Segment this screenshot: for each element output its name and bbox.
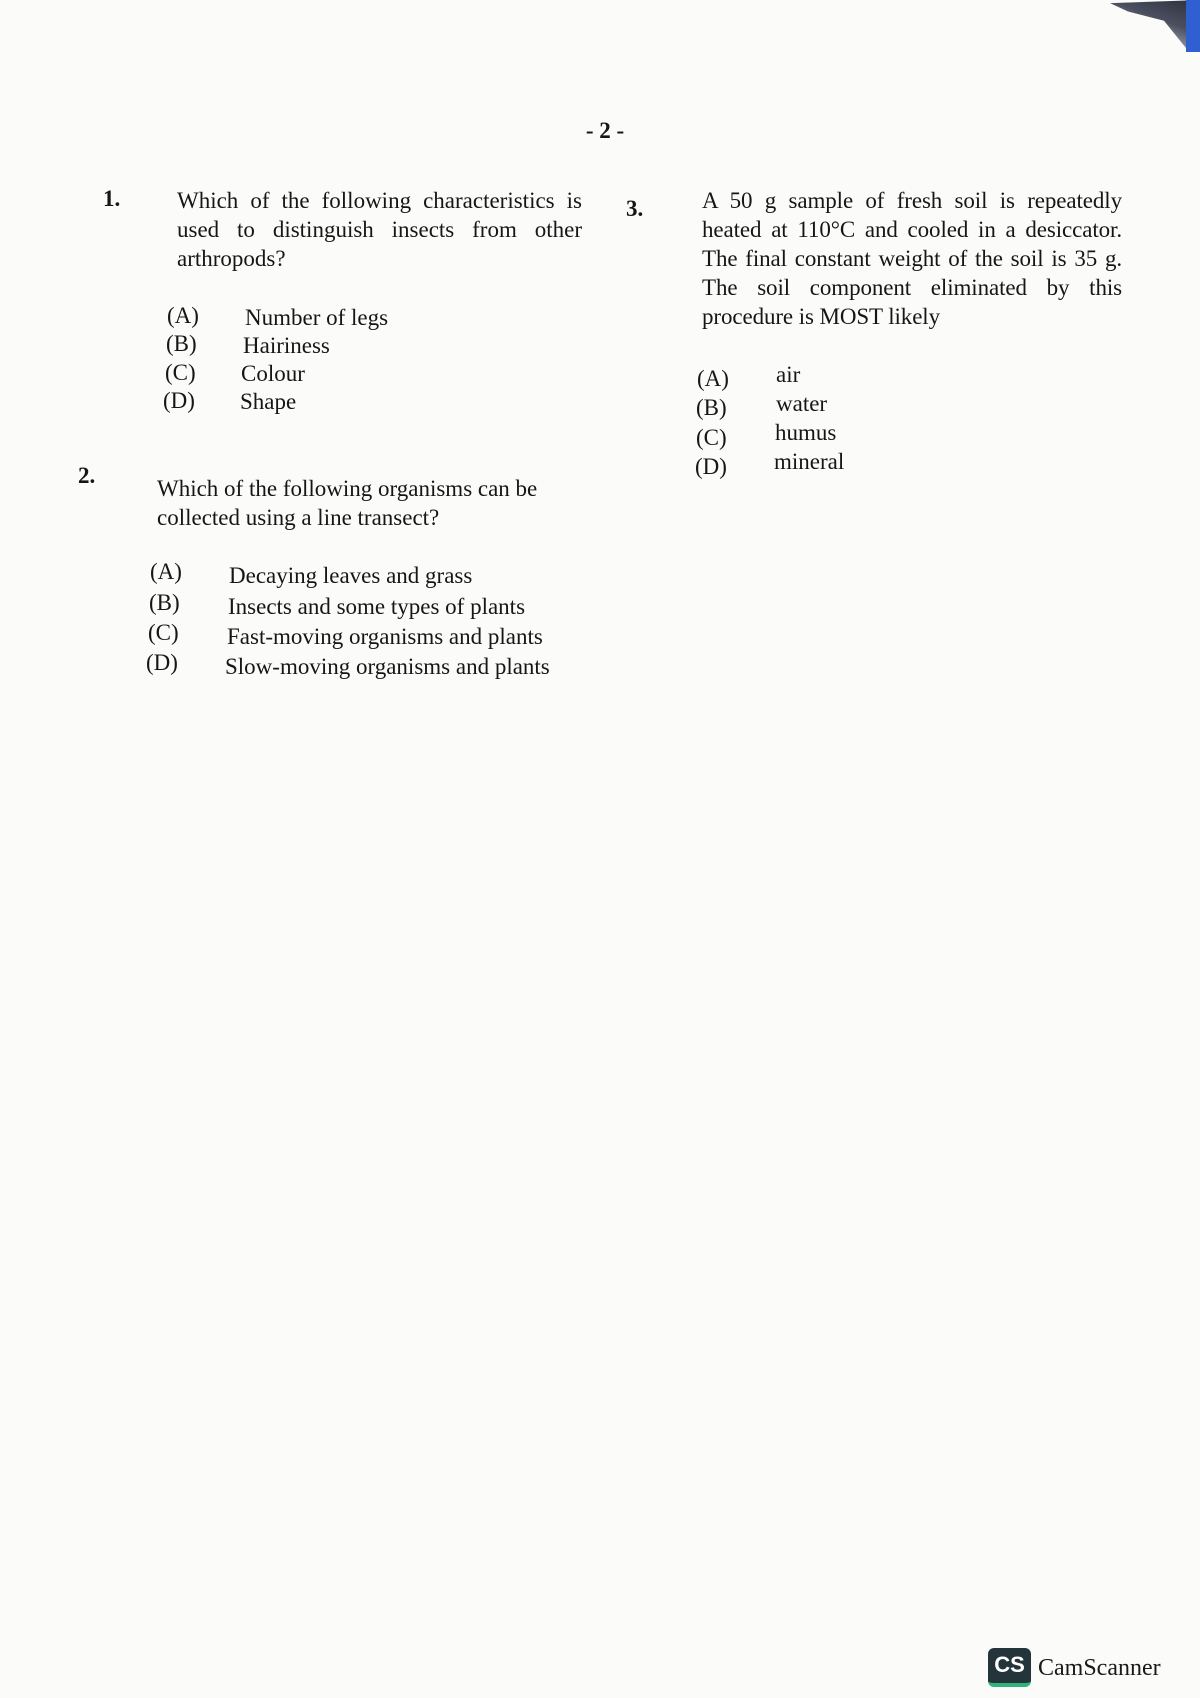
question-2-text: Which of the following organisms can be collected using a line transect? xyxy=(157,476,538,530)
question-2-number: 2. xyxy=(78,463,96,488)
camscanner-logo-icon: CS xyxy=(988,1648,1031,1687)
question-3-number: 3. xyxy=(626,196,644,221)
question-1-option-d-label: (D) xyxy=(163,388,195,413)
question-1-option-d-text: Shape xyxy=(240,389,297,414)
question-1-option-c-label: (C) xyxy=(165,360,196,385)
question-2-option-a-label: (A) xyxy=(150,559,182,584)
question-1-number: 1. xyxy=(103,186,121,211)
question-3-option-c-label: (C) xyxy=(696,425,727,450)
question-2-option-c-label: (C) xyxy=(148,620,179,645)
question-1-option-c-text: Colour xyxy=(241,361,305,386)
question-2-option-d-label: (D) xyxy=(146,650,178,675)
page-number: - 2 - xyxy=(585,118,625,143)
question-1-option-a-text: Number of legs xyxy=(245,305,389,330)
question-3-option-b-label: (B) xyxy=(696,395,727,420)
question-3-option-b-text: water xyxy=(776,391,828,416)
question-3-text: A 50 g sample of fresh soil is repeatedly heated at 110°C and cooled in a desiccator. The final constant weight of the soil is 35 g. The soil component eliminated by this procedure is MOST likely xyxy=(702,188,1122,329)
question-3-option-c-text: humus xyxy=(775,420,837,445)
question-3-option-d-label: (D) xyxy=(695,454,727,479)
question-1-option-a-label: (A) xyxy=(167,303,199,328)
question-1-option-b-text: Hairiness xyxy=(243,333,330,358)
question-1-text: Which of the following characteristics is used to distinguish insects from other arthropods? xyxy=(177,188,582,271)
question-3-option-a-label: (A) xyxy=(697,366,729,391)
question-3-option-a-text: air xyxy=(776,362,801,387)
question-2-option-b-label: (B) xyxy=(149,590,180,615)
question-2-option-c-text: Fast-moving organisms and plants xyxy=(227,624,543,649)
question-2-option-d-text: Slow-moving organisms and plants xyxy=(225,654,550,679)
question-2-option-a-text: Decaying leaves and grass xyxy=(229,563,473,588)
question-1-option-b-label: (B) xyxy=(166,331,197,356)
camscanner-brand-text: CamScanner xyxy=(1038,1655,1161,1681)
question-2-option-b-text: Insects and some types of plants xyxy=(228,594,526,619)
scan-edge-blue-strip xyxy=(1186,0,1200,52)
question-3-option-d-text: mineral xyxy=(774,449,845,474)
